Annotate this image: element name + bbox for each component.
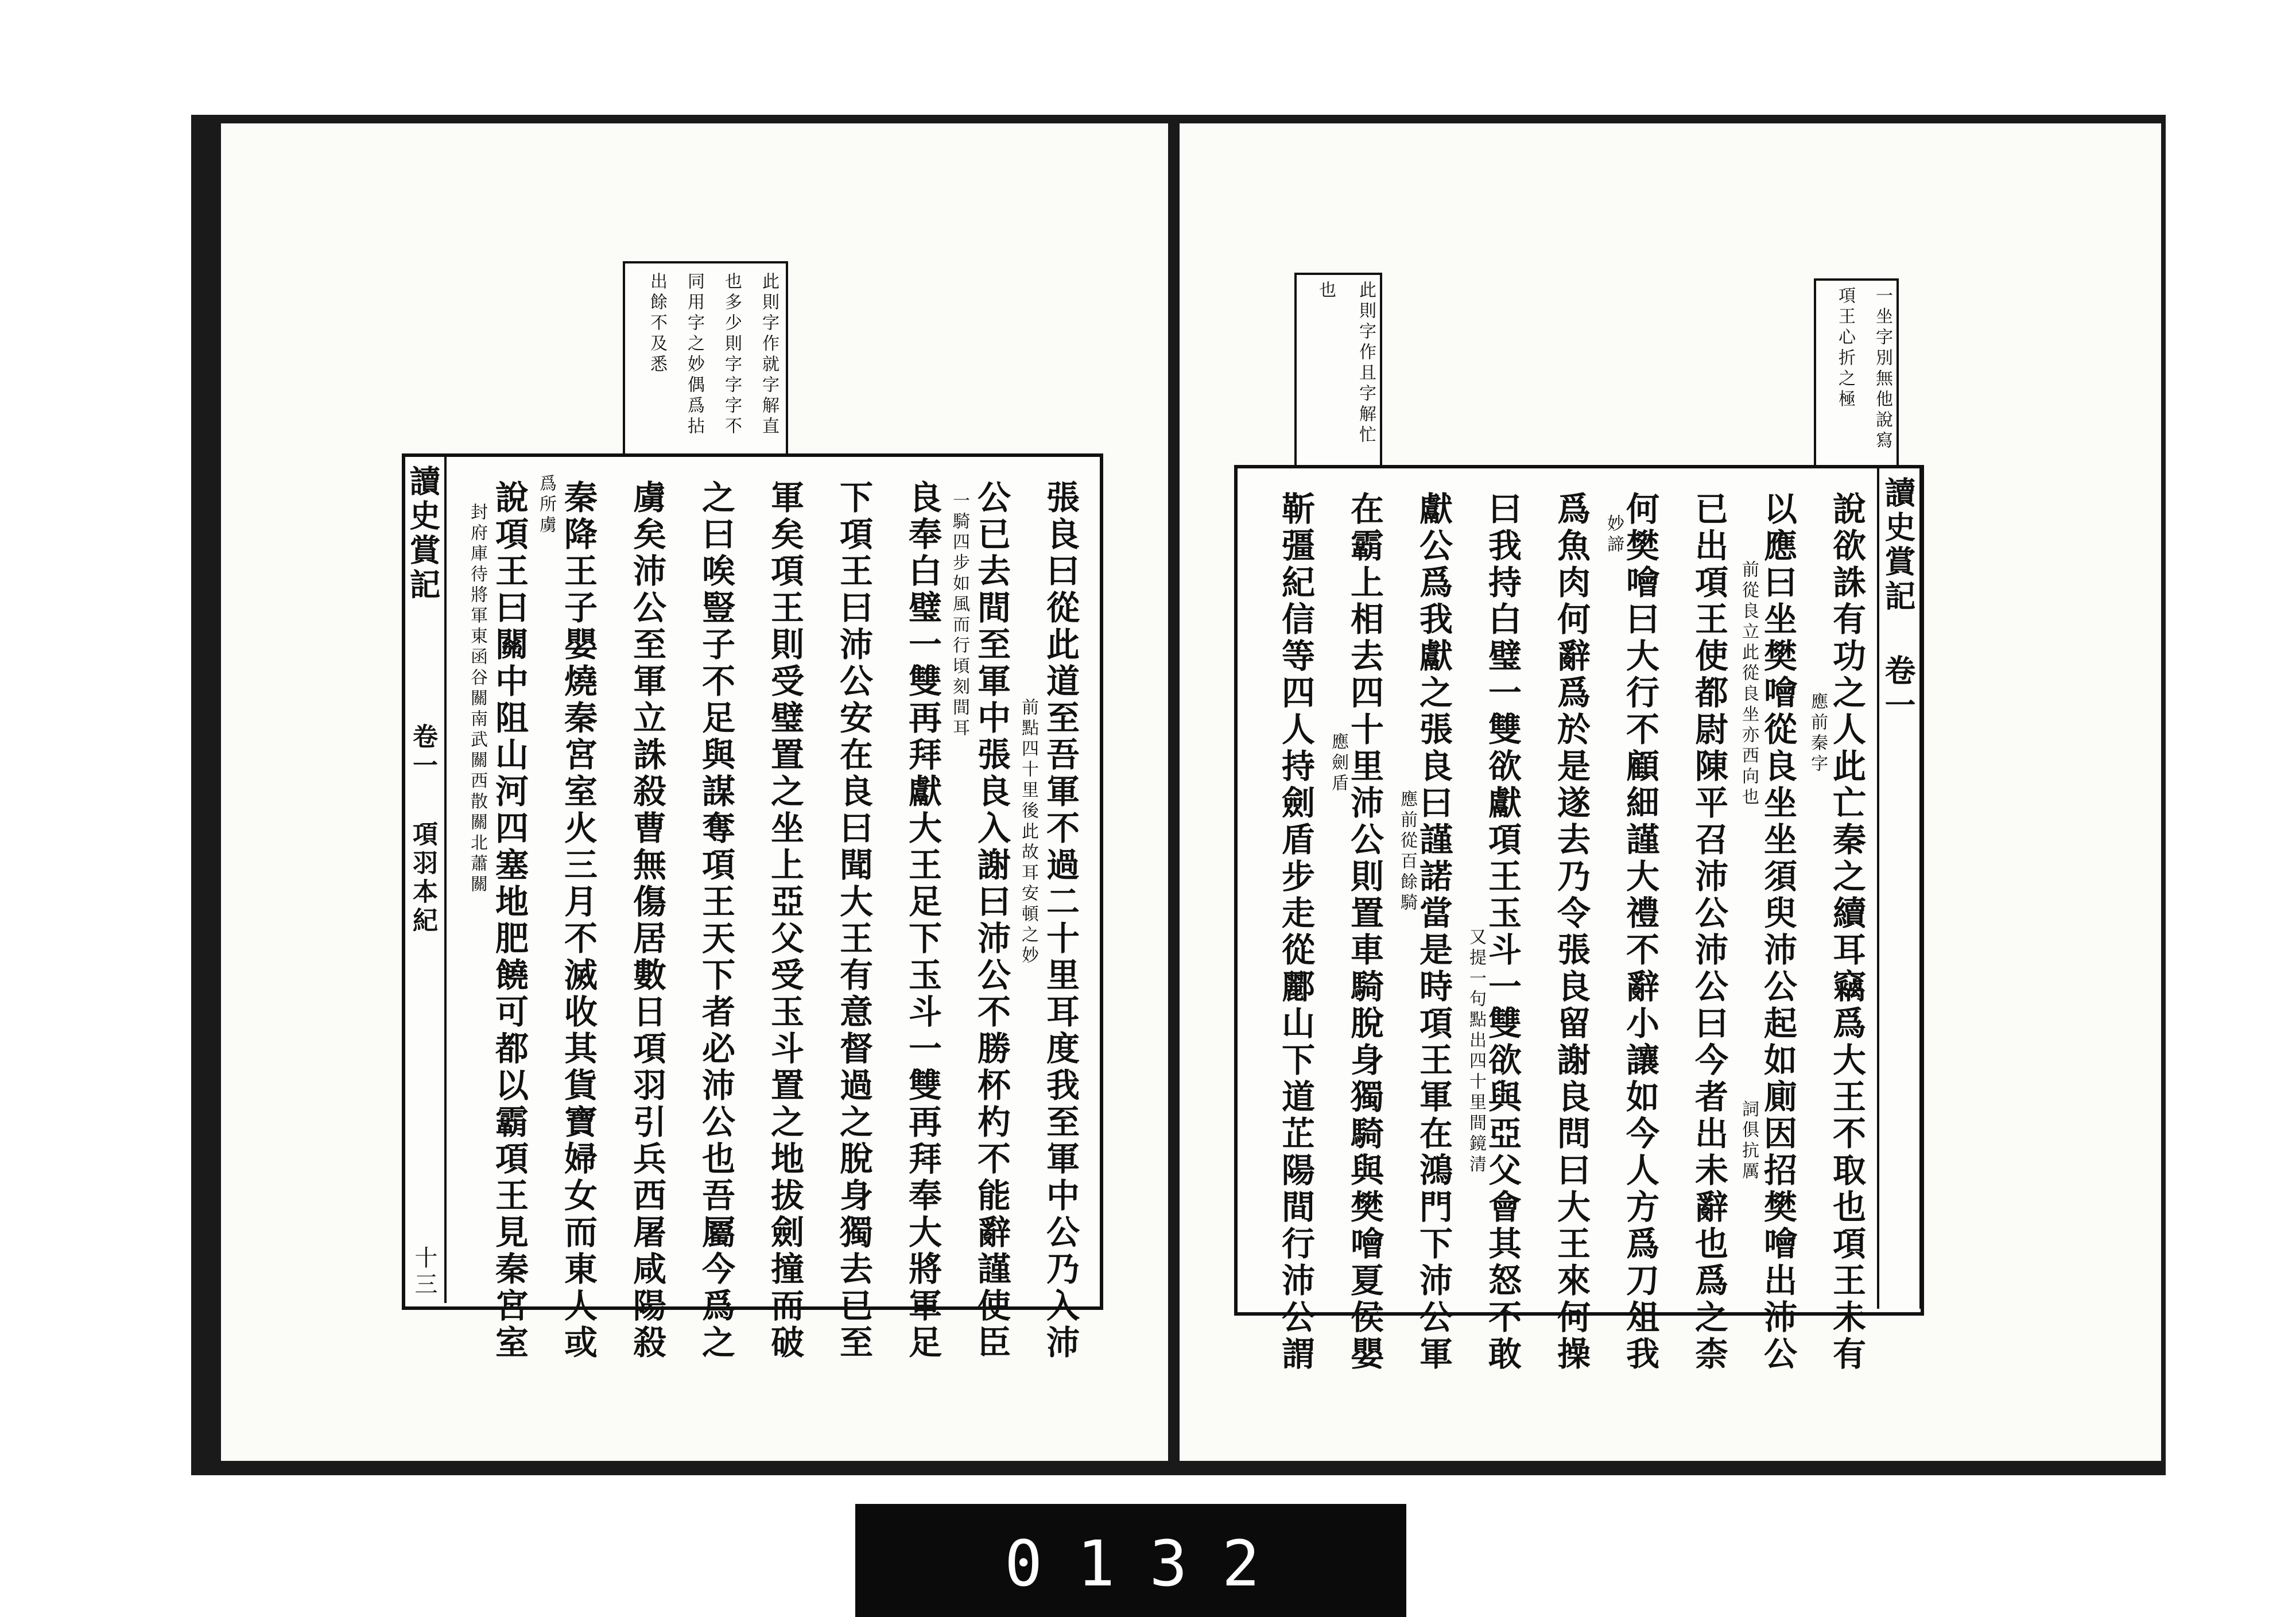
right-annotation-b-line-1: 此則字作且字解忙 xyxy=(1356,281,1376,446)
right-annotation-a-line-2: 項王心折之極 xyxy=(1835,286,1855,410)
left-page-header xyxy=(402,453,447,1303)
left-annotation-line-2: 也多少則字字字不 xyxy=(722,272,742,437)
right-note-6: 應前從百餘騎 xyxy=(1397,790,1417,914)
right-text-column-2: 以應曰坐樊噲從良坐坐須臾沛公起如廁因招樊噲出沛公 xyxy=(1758,491,1797,1373)
right-text-column-5: 爲魚肉何辭爲於是遂去乃令張良留謝良問曰大王來何操 xyxy=(1552,491,1591,1373)
section-label: 項羽本紀 xyxy=(408,821,437,936)
right-annotation-box-a xyxy=(1814,278,1899,470)
left-annotation-line-1: 此則字作就字解直 xyxy=(759,272,779,437)
left-note-3: 爲所虜 xyxy=(536,474,556,536)
chapter-label: 卷一 xyxy=(408,723,437,781)
right-text-column-6: 曰我持白璧一雙欲獻項王玉斗一雙欲與亞父會其怒不敢 xyxy=(1483,491,1522,1373)
folio-number: 十三 xyxy=(411,1246,437,1298)
left-annotation-box xyxy=(623,261,788,464)
left-note-1: 前點四十里後此故耳安頓之妙 xyxy=(1018,698,1038,967)
book-gutter xyxy=(1168,115,1180,1475)
right-note-1: 應前秦字 xyxy=(1808,692,1828,775)
left-annotation-line-4: 出餘不及悉 xyxy=(647,272,667,375)
right-text-column-8: 在霸上相去四十里沛公則置車騎脫身獨騎與樊噲夏侯嬰 xyxy=(1345,491,1384,1373)
right-note-2: 前從良立此從良坐亦西向也 xyxy=(1739,560,1759,808)
right-note-5: 又提一句點出四十里間鏡清 xyxy=(1466,928,1486,1176)
right-page-header xyxy=(1877,465,1922,1309)
left-note-2: 一騎四步如風而行頃刻間耳 xyxy=(949,491,969,739)
right-text-column-7: 獻公爲我獻之張良曰謹諾當是時項王軍在鴻門下沛公軍 xyxy=(1414,491,1453,1373)
right-note-3: 詞俱抗厲 xyxy=(1739,1100,1759,1182)
book-title: 讀史賞記 xyxy=(405,465,441,603)
right-text-column-4: 何樊噲曰大行不顧細謹大禮不辭小讓如今人方爲刀俎我 xyxy=(1620,491,1659,1373)
left-note-4: 封府庫待將軍東函谷關南武關西散關北蕭關 xyxy=(467,503,487,895)
right-header-title: 讀史賞記 卷一 xyxy=(1880,476,1917,723)
right-annotation-box-b xyxy=(1294,273,1382,470)
archive-number-plate xyxy=(855,1504,1406,1617)
right-note-7: 應劍盾 xyxy=(1328,732,1348,794)
left-text-column-2: 公已去間至軍中張良入謝曰沛公不勝杯杓不能辭謹使臣 xyxy=(972,480,1011,1362)
right-annotation-b-line-2: 也 xyxy=(1316,281,1336,301)
left-text-column-5: 軍矣項王則受璧置之坐上亞父受玉斗置之地拔劍撞而破 xyxy=(765,480,804,1362)
left-text-column-9: 說項王曰關中阻山河四塞地肥饒可都以霸項王見秦宮室 xyxy=(490,480,529,1362)
left-text-column-3: 良奉白璧一雙再拜獻大王足下玉斗一雙再拜奉大將軍足 xyxy=(903,480,942,1362)
right-main-text-block xyxy=(1234,465,1924,1373)
archive-number: 0132 xyxy=(1004,1527,1294,1600)
left-text-column-6: 之曰唉豎子不足與謀奪項王天下者必沛公也吾屬今爲之 xyxy=(696,480,735,1362)
left-text-column-1: 張良曰從此道至吾軍不過二十里耳度我至軍中公乃入沛 xyxy=(1041,480,1080,1362)
left-text-column-8: 秦降王子嬰燒秦宮室火三月不滅收其貨寶婦女而東人或 xyxy=(559,480,598,1362)
right-text-column-3: 已出項王使都尉陳平召沛公沛公曰今者出未辭也爲之柰 xyxy=(1689,491,1728,1373)
right-text-column-1: 說欲誅有功之人此亡秦之續耳竊爲大王不取也項王未有 xyxy=(1827,491,1866,1373)
left-text-column-7: 虜矣沛公至軍立誅殺曹無傷居數日項羽引兵西屠咸陽殺 xyxy=(627,480,666,1362)
right-note-4: 妙諦 xyxy=(1604,514,1624,556)
right-annotation-a-line-1: 一坐字別無他說寫 xyxy=(1872,286,1892,452)
right-text-column-9: 靳彊紀信等四人持劍盾步走從酈山下道芷陽間行沛公謂 xyxy=(1276,491,1315,1373)
left-text-column-4: 下項王曰沛公安在良曰聞大王有意督過之脫身獨去已至 xyxy=(834,480,873,1362)
left-annotation-line-3: 同用字之妙偶爲拈 xyxy=(684,272,704,437)
left-main-text-block xyxy=(402,453,1103,1362)
